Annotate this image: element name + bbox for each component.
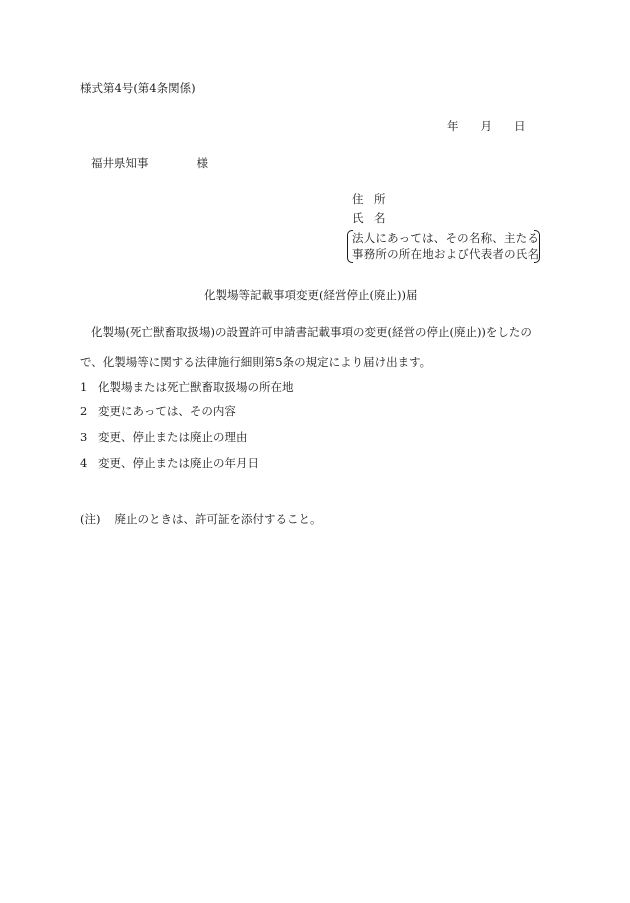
date-year: 年 <box>447 119 459 133</box>
list-item <box>80 458 259 470</box>
corporation-note-line-1: 法人にあっては、その名称、主たる <box>352 231 540 245</box>
corporation-note-line-2: 事務所の所在地および代表者の氏名 <box>352 247 540 261</box>
footnote <box>80 514 321 526</box>
body-text-line-2: で、化製場等に関する法律施行細則第5条の規定により届け出ます。 <box>80 355 432 369</box>
name-label <box>352 213 386 225</box>
address-label <box>352 194 386 206</box>
date-month: 月 <box>480 119 492 133</box>
corporation-note <box>347 230 540 263</box>
item-text: 変更、停止または廃止の年月日 <box>98 456 259 470</box>
address-label-char-1: 住 <box>352 192 364 206</box>
name-label-char-2: 名 <box>374 211 386 225</box>
item-number: 2 <box>80 404 88 418</box>
recipient-name: 福井県知事 <box>91 156 149 170</box>
recipient-honorific: 様 <box>196 156 208 170</box>
item-text: 変更、停止または廃止の理由 <box>98 430 248 444</box>
address-label-char-2: 所 <box>374 192 386 206</box>
item-number: 4 <box>80 456 88 470</box>
body-text-line-1: 化製場(死亡獣畜取扱場)の設置許可申請書記載事項の変更(経営の停止(廃止))をしたの <box>91 325 532 339</box>
right-bracket <box>534 230 540 263</box>
footnote-text: 廃止のときは、許可証を添付すること。 <box>114 512 322 526</box>
item-number: 1 <box>80 380 88 394</box>
list-item <box>80 432 248 444</box>
date-day: 日 <box>514 119 526 133</box>
footnote-label: (注) <box>80 512 101 526</box>
document-title: 化製場等記載事項変更(経営停止(廃止))届 <box>204 288 418 302</box>
form-number: 様式第4号(第4条関係) <box>80 81 196 95</box>
list-item <box>80 382 294 394</box>
date-line <box>447 121 526 133</box>
name-label-char-1: 氏 <box>352 211 364 225</box>
item-text: 化製場または死亡獣畜取扱場の所在地 <box>98 380 294 394</box>
item-number: 3 <box>80 430 88 444</box>
list-item <box>80 406 236 418</box>
recipient <box>91 158 208 170</box>
item-text: 変更にあっては、その内容 <box>98 404 236 418</box>
